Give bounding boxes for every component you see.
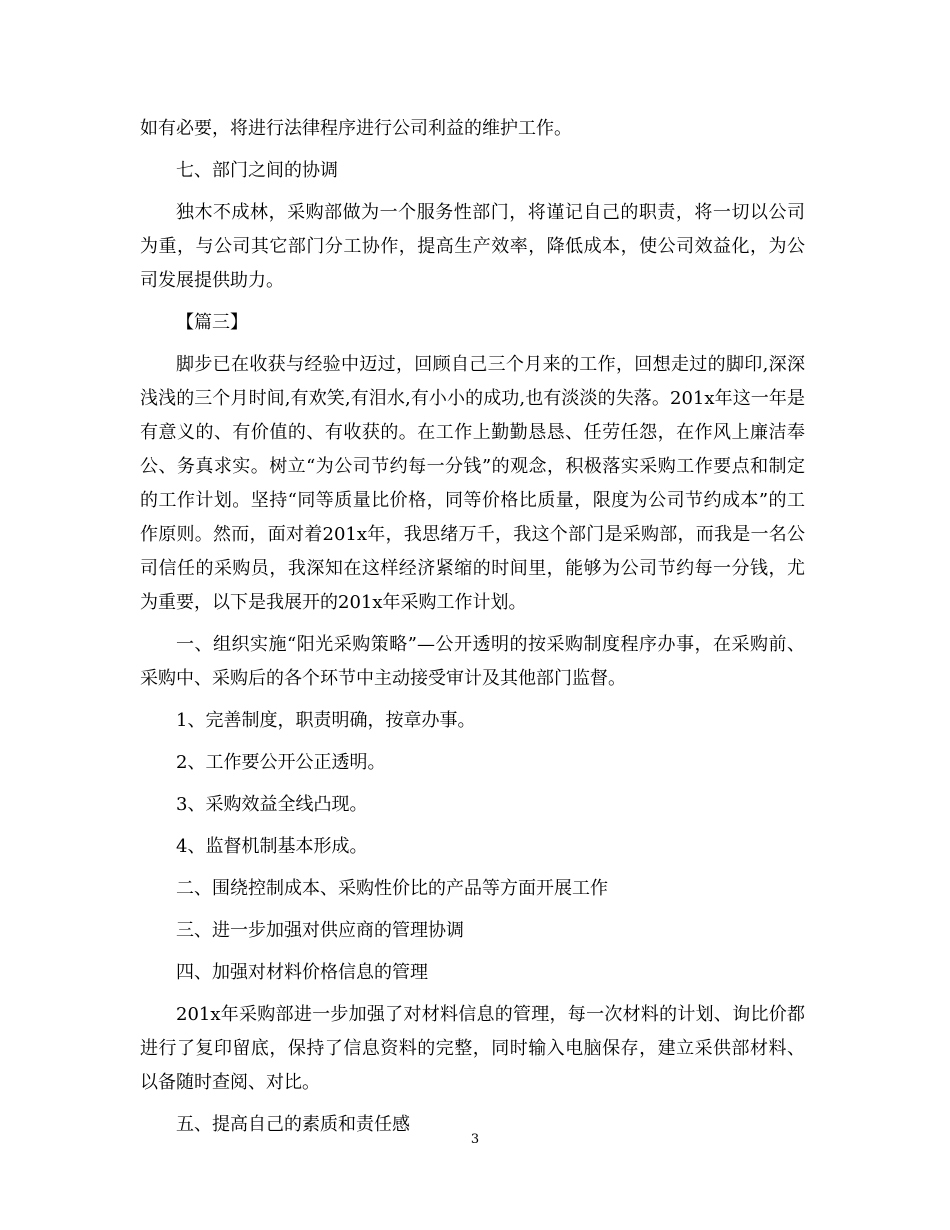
page-number: 3 [470,1132,480,1147]
heading-section-two: 二、围绕控制成本、采购性价比的产品等方面开展工作 [176,878,608,899]
heading-section-four: 四、加强对材料价格信息的管理 [176,962,428,983]
heading-section-one: 一、组织实施“阳光采购策略”—公开透明的按采购制度程序办事，在采购前、采购中、采购后的各个环节中主动接受审计及其他部门监督。 [140,634,805,689]
heading-section-three: 三、进一步加强对供应商的管理协调 [176,920,464,941]
list-item-4: 4、监督机制基本形成。 [176,836,368,857]
paragraph-legal-maintenance: 如有必要，将进行法律程序进行公司利益的维护工作。 [140,118,572,139]
list-item-3: 3、采购效益全线凸现。 [176,794,368,815]
paragraph-department-coordination: 独木不成林，采购部做为一个服务性部门，将谨记自己的职责，将一切以公司为重，与公司其它部门分工协作，提高生产效率，降低成本，使公司效益化，为公司发展提供助力。 [140,202,805,291]
heading-section-five: 五、提高自己的素质和责任感 [176,1114,410,1135]
list-item-1: 1、完善制度，职责明确，按章办事。 [176,710,476,731]
paragraph-review: 脚步已在收获与经验中迈过，回顾自己三个月来的工作，回想走过的脚印,深深浅浅的三个月时间,有欢笑,有泪水,有小小的成功,也有淡淡的失落。201x年这一年是有意义的、有价值的、有收获的。在工作上勤勤恳恳、任劳任怨，在作风上廉洁奉公、务真求实。树立“为公司节约每一分钱”的观念，积极落实采购工作要点和制定的工作计划。坚持“同等质量比价格，同等价格比质量，限度为公司节约成本”的工作原则。然而，面对着201x年，我思绪万千，我这个部门是采购部，而我是一名公司信任的采购员，我深知在这样经济紧缩的时间里，能够为公司节约每一分钱，尤为重要，以下是我展开的201x年采购工作计划。 [140,354,805,613]
heading-part-three: 【篇三】 [176,312,248,333]
paragraph-material-price-info: 201x年采购部进一步加强了对材料信息的管理，每一次材料的计划、询比价都进行了复印留底，保持了信息资料的完整，同时输入电脑保存，建立采供部材料、以备随时查阅、对比。 [140,1004,805,1093]
list-item-2: 2、工作要公开公正透明。 [176,752,386,773]
heading-section-seven: 七、部门之间的协调 [176,160,338,181]
document-body [140,112,805,1150]
